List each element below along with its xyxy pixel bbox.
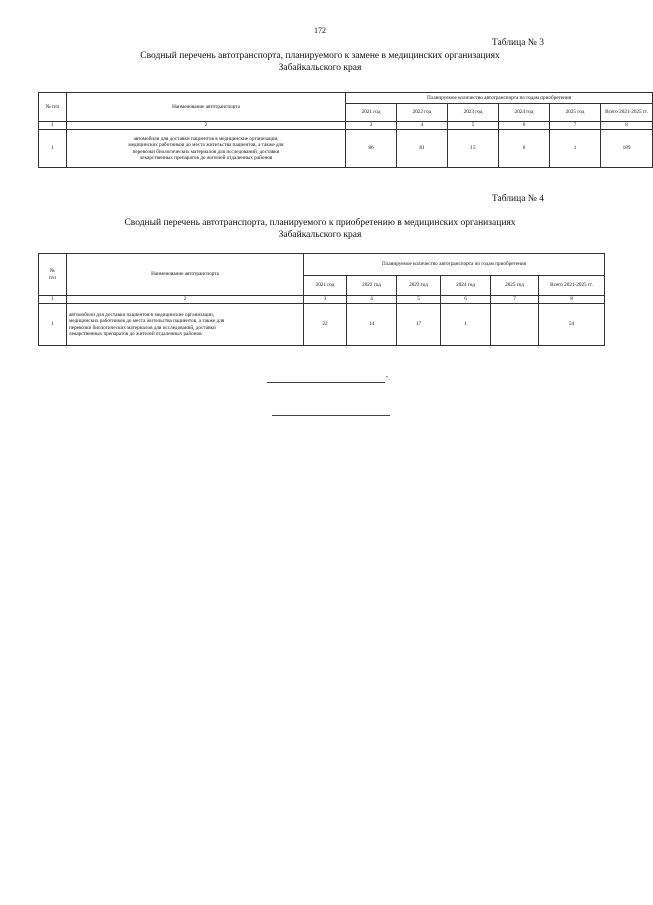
header-col-no-line: п/п bbox=[49, 274, 56, 281]
column-number: 4 bbox=[397, 122, 448, 130]
column-number: 4 bbox=[347, 296, 397, 304]
table-row bbox=[39, 304, 605, 346]
header-year: 2022 год bbox=[397, 104, 448, 122]
header-year: 2023 год bbox=[448, 104, 499, 122]
header-year: 2025 год bbox=[491, 276, 539, 296]
page-number: 172 bbox=[314, 26, 326, 35]
row-number: 1 bbox=[39, 304, 67, 346]
table-4-number: Таблица № 4 bbox=[491, 194, 544, 204]
table-row bbox=[39, 130, 653, 168]
column-number: 3 bbox=[304, 296, 347, 304]
header-year: 2024 год bbox=[441, 276, 491, 296]
header-col-name: Наименование автотранспорта bbox=[67, 93, 346, 122]
table-3 bbox=[38, 92, 653, 168]
header-col-no bbox=[39, 254, 67, 296]
column-number: 1 bbox=[39, 296, 67, 304]
header-year: 2021 год bbox=[346, 104, 397, 122]
header-year: 2021 год bbox=[304, 276, 347, 296]
row-name bbox=[67, 130, 346, 168]
table-3-number: Таблица № 3 bbox=[491, 38, 544, 48]
column-number: 2 bbox=[67, 122, 346, 130]
value-2025: 1 bbox=[550, 130, 601, 168]
table-4 bbox=[38, 253, 605, 346]
column-number: 8 bbox=[539, 296, 605, 304]
row-number: 1 bbox=[39, 130, 67, 168]
value-2021: 86 bbox=[346, 130, 397, 168]
header-total: Всего 2021-2025 гг. bbox=[539, 276, 605, 296]
value-total: 54 bbox=[539, 304, 605, 346]
value-total: 189 bbox=[601, 130, 653, 168]
table-4-title-line2: Забайкальского края bbox=[278, 230, 362, 240]
value-2023: 15 bbox=[448, 130, 499, 168]
value-2024: 6 bbox=[499, 130, 550, 168]
signature-suffix: ". bbox=[386, 376, 390, 382]
column-number: 8 bbox=[601, 122, 653, 130]
row-name-line: перевозки биологических материалов для исследований, доставки bbox=[132, 148, 280, 155]
value-2025 bbox=[491, 304, 539, 346]
column-number: 5 bbox=[448, 122, 499, 130]
table-4-title-line1: Сводный перечень автотранспорта, планируемого к приобретению в медицинских организациях bbox=[124, 218, 516, 228]
header-total: Всего 2021-2025 гг. bbox=[601, 104, 653, 122]
header-year: 2023 год bbox=[397, 276, 441, 296]
table-3-title-line1: Сводный перечень автотранспорта, планируемого к замене в медицинских организациях bbox=[140, 51, 500, 61]
signature-line bbox=[267, 382, 385, 383]
header-col-no-line: № bbox=[50, 268, 55, 275]
row-name-line: лекарственных препаратов до жителей отдаленных районов. bbox=[69, 330, 203, 337]
value-2023: 17 bbox=[397, 304, 441, 346]
closing-line bbox=[272, 415, 390, 416]
column-number: 6 bbox=[441, 296, 491, 304]
column-number: 1 bbox=[39, 122, 67, 130]
table-3-title-line2: Забайкальского края bbox=[278, 63, 362, 73]
row-name-line: медицинских работников до места жительства пациентов, а также для bbox=[128, 142, 284, 149]
header-year: 2024 год bbox=[499, 104, 550, 122]
column-number: 7 bbox=[491, 296, 539, 304]
value-2022: 81 bbox=[397, 130, 448, 168]
header-group: Планируемое количество автотранспорта по годам приобретения bbox=[304, 254, 605, 276]
value-2022: 14 bbox=[347, 304, 397, 346]
column-number: 6 bbox=[499, 122, 550, 130]
header-col-no: № п/п bbox=[39, 93, 67, 122]
row-name-line: медицинских работников до места жительства пациентов, а также для bbox=[69, 318, 225, 325]
column-number: 2 bbox=[67, 296, 304, 304]
row-name-line: автомобили для доставки пациентов в медицинские организации, bbox=[69, 311, 215, 318]
header-year: 2025 год bbox=[550, 104, 601, 122]
row-name bbox=[67, 304, 304, 346]
row-name-line: перевозки биологических материалов для исследований, доставки bbox=[69, 324, 216, 331]
column-number: 3 bbox=[346, 122, 397, 130]
value-2024: 1 bbox=[441, 304, 491, 346]
column-number: 5 bbox=[397, 296, 441, 304]
header-year: 2022 год bbox=[347, 276, 397, 296]
row-name-line: автомобили для доставки пациентов в медицинские организации, bbox=[133, 135, 279, 142]
value-2021: 22 bbox=[304, 304, 347, 346]
header-col-name: Наименование автотранспорта bbox=[67, 254, 304, 296]
column-number: 7 bbox=[550, 122, 601, 130]
header-group: Планируемое количество автотранспорта по годам приобретения bbox=[346, 93, 653, 104]
row-name-line: лекарственных препаратов до жителей отдаленных районов bbox=[139, 154, 273, 161]
